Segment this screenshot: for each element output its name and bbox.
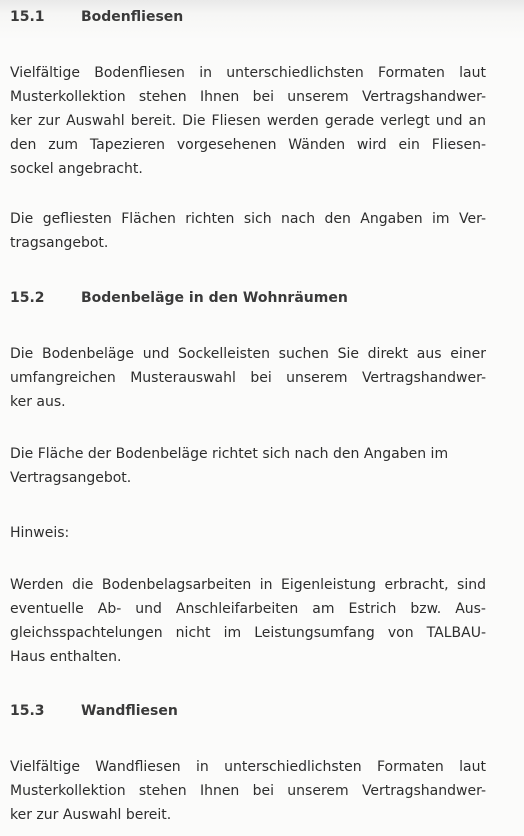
text-line: Musterkollektion stehen Ihnen bei unserem Vertragshandwer- <box>10 783 486 799</box>
section-title: Wandfliesen <box>81 703 178 719</box>
paragraph-bodenbelaege-intro <box>10 342 486 414</box>
paragraph-hinweis-eigenleistung <box>10 573 486 669</box>
text-line: ker zur Auswahl bereit. Die Fliesen werden gerade verlegt und an <box>10 113 486 129</box>
text-line: ker aus. <box>10 394 66 410</box>
section-number: 15.1 <box>10 9 45 25</box>
text-line: eventuelle Ab- und Anschleifarbeiten am Estrich bzw. Aus- <box>10 601 486 617</box>
text-line: Vertragsangebot. <box>10 470 132 486</box>
section-title: Bodenbeläge in den Wohnräumen <box>81 290 348 306</box>
text-line: Die gefliesten Flächen richten sich nach den Angaben im Ver- <box>10 211 486 227</box>
text-line: Werden die Bodenbelagsarbeiten in Eigenleistung erbracht, sind <box>10 577 486 593</box>
section-heading-15-2 <box>10 288 486 308</box>
text-line: Vielfältige Wandfliesen in unterschiedlichsten Formaten laut <box>10 759 486 775</box>
paragraph-flaeche-bodenbelaege <box>10 442 486 490</box>
text-line: tragsangebot. <box>10 235 109 251</box>
text-line: umfangreichen Musterauswahl bei unserem Vertragshandwer- <box>10 370 486 386</box>
text-line: Haus enthalten. <box>10 649 122 665</box>
text-line: den zum Tapezieren vorgesehenen Wänden wird ein Fliesen- <box>10 137 486 153</box>
text-line: sockel angebracht. <box>10 161 143 177</box>
text-line: Hinweis: <box>10 525 70 541</box>
section-title: Bodenfliesen <box>81 9 184 25</box>
text-line: Vielfältige Bodenfliesen in unterschiedlichsten Formaten laut <box>10 65 486 81</box>
section-heading-15-1 <box>10 7 486 27</box>
text-line: ker zur Auswahl bereit. <box>10 807 172 823</box>
section-number: 15.3 <box>10 703 45 719</box>
paragraph-wandfliesen-intro <box>10 755 486 827</box>
paragraph-hinweis-label <box>10 521 486 545</box>
section-heading-15-3 <box>10 701 486 721</box>
text-line: Die Fläche der Bodenbeläge richtet sich nach den Angaben im <box>10 446 449 462</box>
paragraph-bodenfliesen-intro <box>10 61 486 181</box>
text-line: Die Bodenbeläge und Sockelleisten suchen Sie direkt aus einer <box>10 346 486 362</box>
paragraph-geflieste-flaechen <box>10 207 486 255</box>
section-number: 15.2 <box>10 290 45 306</box>
text-line: Musterkollektion stehen Ihnen bei unserem Vertragshandwer- <box>10 89 486 105</box>
text-line: gleichsspachtelungen nicht im Leistungsumfang von TALBAU- <box>10 625 486 641</box>
